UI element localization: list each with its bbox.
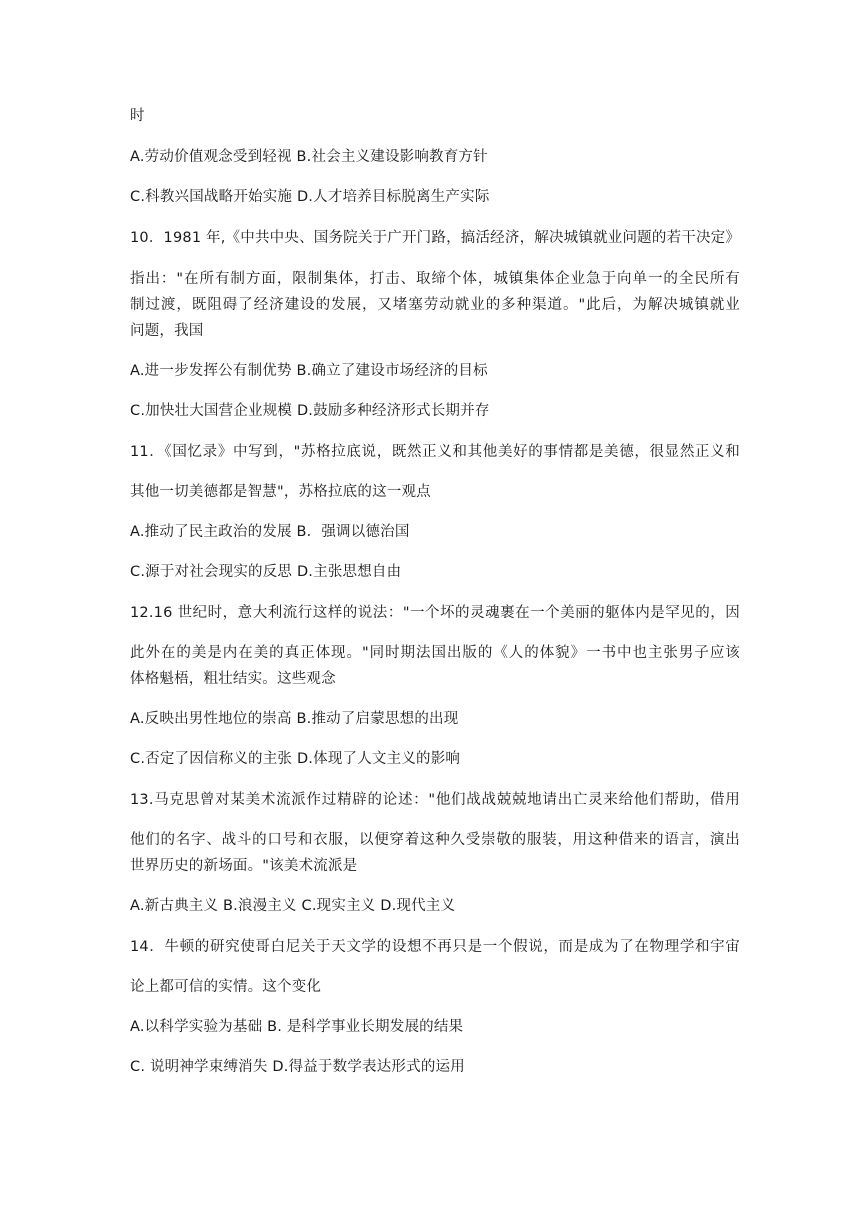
option-line: A.进一步发挥公有制优势 B.确立了建设市场经济的目标 (130, 363, 488, 379)
question-14-line: 论上都可信的实情。这个变化 (130, 979, 322, 995)
option-line: A.推动了民主政治的发展 B．强调以德治国 (130, 524, 410, 540)
question-10-line: 制过渡，既阻碍了经济建设的发展，又堵塞劳动就业的多种渠道。"此后，为解决城镇就业 (130, 297, 740, 313)
question-12-line: 体格魁梧，粗壮结实。这些观念 (130, 671, 336, 687)
text-line: 时 (130, 108, 145, 124)
option-line: A.反映出男性地位的崇高 B.推动了启蒙思想的出现 (130, 711, 459, 727)
question-13-line: 世界历史的新场面。"该美术流派是 (130, 858, 358, 874)
question-12-line: 此外在的美是内在美的真正体现。"同时期法国出版的《人的体貌》一书中也主张男子应该 (130, 645, 740, 661)
option-line: C.加快壮大国营企业规模 D.鼓励多种经济形式长期并存 (130, 403, 490, 419)
option-line: A.以科学实验为基础 B. 是科学事业长期发展的结果 (130, 1019, 464, 1035)
option-line: A.劳动价值观念受到轻视 B.社会主义建设影响教育方针 (130, 149, 488, 165)
question-10-line: 指出："在所有制方面，限制集体，打击、取缔个体，城镇集体企业急于向单一的全民所有 (130, 271, 740, 287)
question-12-line: 12.16 世纪时，意大利流行这样的说法："一个坏的灵魂裹在一个美丽的躯体内是罕见的，因 (130, 605, 740, 621)
question-11-line: 其他一切美德都是智慧"，苏格拉底的这一观点 (130, 484, 431, 500)
question-13-line: 他们的名字、战斗的口号和衣服，以便穿着这种久受崇敬的服装，用这种借来的语言，演出 (130, 832, 740, 848)
question-13-line: 13.马克思曾对某美术流派作过精辟的论述："他们战战兢兢地请出亡灵来给他们帮助，借用 (130, 792, 740, 808)
option-line: C.否定了因信称义的主张 D.体现了人文主义的影响 (130, 751, 461, 767)
option-line: C.科教兴国战略开始实施 D.人才培养目标脱离生产实际 (130, 189, 490, 205)
option-line: C.源于对社会现实的反思 D.主张思想自由 (130, 564, 402, 580)
option-line: C. 说明神学束缚消失 D.得益于数学表达形式的运用 (130, 1059, 465, 1075)
question-10-line: 问题，我国 (130, 323, 204, 339)
option-line: A.新古典主义 B.浪漫主义 C.现实主义 D.现代主义 (130, 898, 456, 914)
question-10-line: 10．1981 年,《中共中央、国务院关于广开门路，搞活经济，解决城镇就业问题的若干决定》 (130, 230, 741, 246)
question-11-line: 11．《国忆录》中写到，"苏格拉底说，既然正义和其他美好的事情都是美德，很显然正义和 (130, 444, 740, 460)
question-14-line: 14．牛顿的研究使哥白尼关于天文学的设想不再只是一个假说，而是成为了在物理学和宇宙 (130, 939, 740, 955)
